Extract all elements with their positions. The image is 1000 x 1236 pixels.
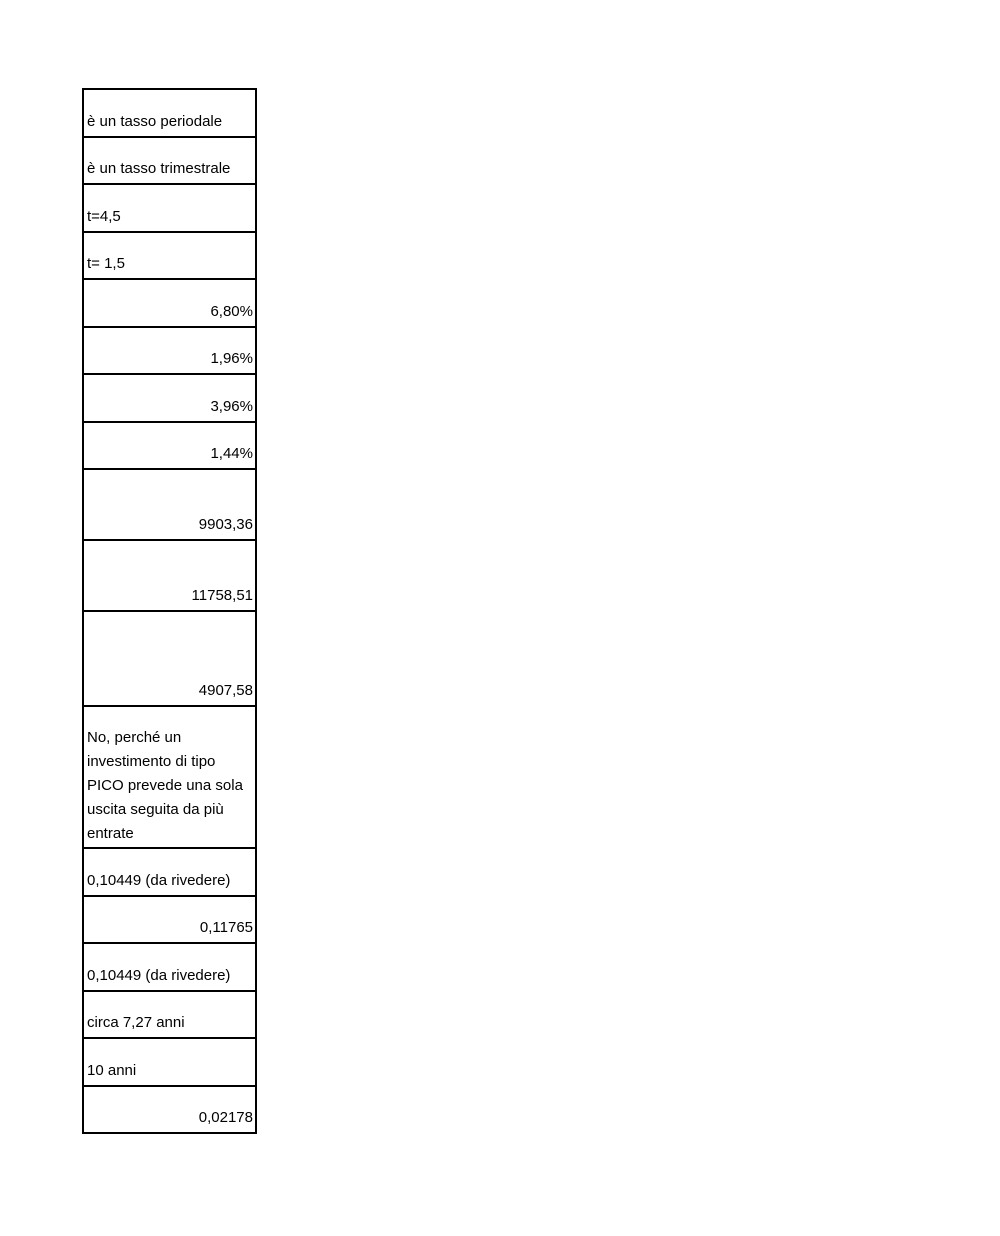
cell-row-13[interactable] (84, 849, 255, 897)
cell-value: 1,96% (210, 350, 253, 367)
cell-row-14[interactable] (84, 897, 255, 945)
cell-row-18[interactable] (84, 1087, 255, 1135)
cell-value: 4907,58 (198, 682, 253, 699)
cell-text: t= 1,5 (87, 255, 125, 272)
cell-row-8[interactable] (84, 423, 255, 471)
cell-value: 3,96% (210, 397, 253, 415)
spreadsheet-column (82, 88, 257, 1134)
cell-row-1[interactable] (84, 90, 255, 138)
cell-value: 0,02178 (198, 1109, 253, 1126)
cell-value: 6,80% (210, 302, 253, 320)
cell-row-5[interactable] (84, 280, 255, 328)
cell-row-10[interactable] (84, 541, 255, 612)
cell-value: 1,44% (210, 445, 253, 462)
cell-text: 0,10449 (da rivedere) (87, 966, 231, 984)
cell-value: 11758,51 (191, 587, 253, 604)
cell-text: 0,10449 (da rivedere) (87, 871, 231, 889)
cell-row-16[interactable] (84, 992, 255, 1040)
cell-text: è un tasso trimestrale (87, 160, 231, 177)
cell-row-4[interactable] (84, 233, 255, 281)
cell-row-6[interactable] (84, 328, 255, 376)
cell-row-3[interactable] (84, 185, 255, 233)
cell-row-17[interactable] (84, 1039, 255, 1087)
cell-text: t=4,5 (87, 207, 121, 225)
cell-row-9[interactable] (84, 470, 255, 541)
cell-value: 9903,36 (198, 516, 253, 533)
cell-row-15[interactable] (84, 944, 255, 992)
cell-text: è un tasso periodale (87, 112, 223, 130)
cell-text: circa 7,27 anni (87, 1014, 185, 1031)
cell-value: 0,11765 (199, 919, 253, 936)
cell-text-wrapped: No, perché un investimento di tipo PICO prevede una sola uscita seguita da più entrate (87, 729, 243, 842)
cell-row-2[interactable] (84, 138, 255, 186)
cell-row-7[interactable] (84, 375, 255, 423)
cell-row-11[interactable] (84, 612, 255, 707)
cell-text: 10 anni (87, 1061, 137, 1079)
cell-row-12[interactable] (84, 707, 255, 849)
